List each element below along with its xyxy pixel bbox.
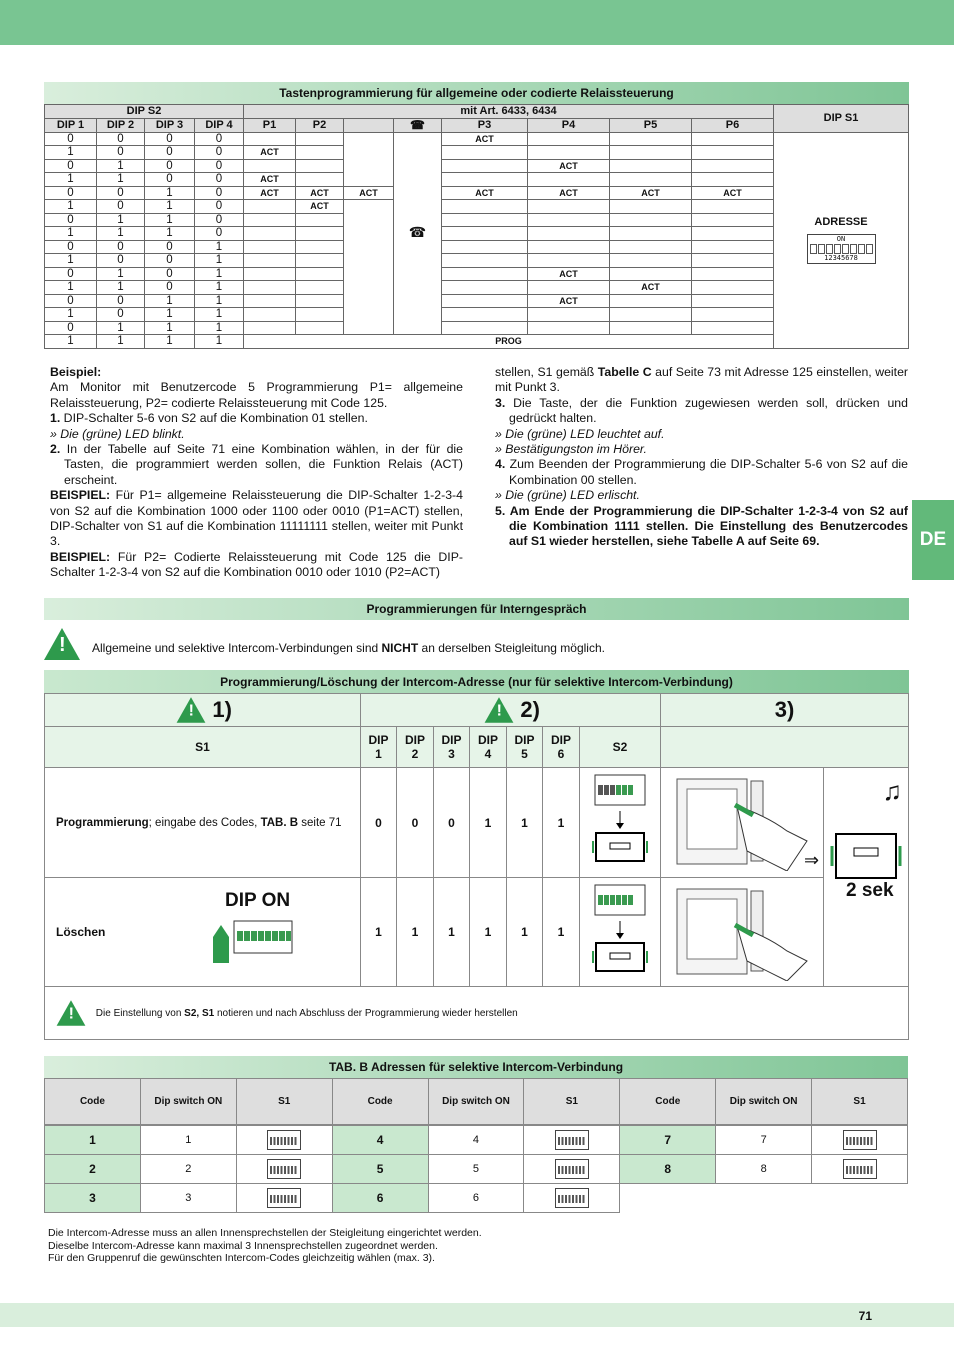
dip-s1-head: DIP S1	[774, 105, 909, 133]
empty-cell	[244, 308, 296, 322]
dip-value: 0	[45, 132, 97, 146]
dip-on-label: DIP ON	[225, 890, 291, 911]
page-number: 71	[858, 1309, 872, 1323]
act-cell: ACT	[442, 132, 528, 146]
step1-cell: ! 1)	[45, 694, 361, 727]
bottom-bar	[0, 1303, 954, 1327]
dip-value: 1	[195, 267, 244, 281]
dip-value: 1	[195, 281, 244, 295]
dip-value: 0	[195, 213, 244, 227]
dip-value: 0	[45, 240, 97, 254]
empty-cell	[692, 240, 774, 254]
col-head: DIP 2	[97, 118, 145, 132]
dip-value: 0	[145, 254, 195, 268]
dip-value: 0	[195, 200, 244, 214]
dip-value: 0	[195, 173, 244, 187]
s2-led-diagram	[580, 768, 661, 878]
press-button-illustration	[661, 878, 824, 987]
dip-value: 1	[45, 308, 97, 322]
prog-val: 1	[470, 768, 507, 878]
dip-value: 1	[45, 200, 97, 214]
prog-label: Programmierung; eingabe des Codes, TAB. B seite 71	[45, 768, 361, 878]
empty-cell	[692, 227, 774, 241]
dip-value: 1	[97, 335, 145, 349]
empty-cell	[610, 294, 692, 308]
dip2-head: DIP 2	[397, 727, 434, 768]
dip-value: 1	[97, 173, 145, 187]
empty-cell	[528, 227, 610, 241]
dip-value: 0	[145, 146, 195, 160]
empty-cell	[296, 227, 344, 241]
dip-cell: 3	[140, 1184, 236, 1213]
s1-head: S1	[45, 727, 361, 768]
empty-cell	[244, 227, 296, 241]
empty-cell	[620, 1184, 908, 1213]
dip-value: 1	[145, 227, 195, 241]
empty-cell	[610, 267, 692, 281]
col-head	[344, 118, 394, 132]
empty-cell	[528, 200, 610, 214]
act-cell: ACT	[528, 294, 610, 308]
handset-icon: ☎	[410, 117, 425, 132]
empty-cell	[296, 213, 344, 227]
act-cell: ACT	[528, 186, 610, 200]
table2-title: Programmierung/Löschung der Intercom-Adresse (nur für selektive Intercom-Verbindung)	[44, 670, 909, 693]
top-bar	[0, 0, 954, 45]
col-head: S1	[236, 1079, 332, 1125]
act-cell: ACT	[296, 186, 344, 200]
code-cell: 3	[45, 1184, 141, 1213]
dip-cell: 7	[716, 1126, 812, 1155]
empty-cell	[692, 159, 774, 173]
dip-value: 0	[145, 173, 195, 187]
step3-cell: 3)	[661, 694, 909, 727]
language-tab: DE	[912, 500, 954, 580]
empty-cell	[296, 254, 344, 268]
empty-cell	[296, 267, 344, 281]
dip-switch-icon	[807, 234, 876, 264]
empty-cell	[442, 213, 528, 227]
empty-cell	[528, 146, 610, 160]
warning-icon: !	[44, 628, 80, 665]
dip-value: 0	[145, 240, 195, 254]
s1-cell	[812, 1126, 908, 1155]
empty-cell	[610, 200, 692, 214]
prog-val: 0	[361, 768, 397, 878]
dip-value: 1	[45, 281, 97, 295]
dip6-head: DIP 6	[543, 727, 580, 768]
empty-cell	[528, 321, 610, 335]
col-head: Code	[332, 1079, 428, 1125]
dip1-head: DIP 1	[361, 727, 397, 768]
empty-cell	[442, 294, 528, 308]
empty-cell	[610, 321, 692, 335]
empty-cell	[442, 254, 528, 268]
dip-value: 1	[45, 146, 97, 160]
dip-value: 0	[45, 186, 97, 200]
hand-press-icon	[667, 771, 820, 871]
dip-value: 0	[97, 308, 145, 322]
empty-cell	[610, 240, 692, 254]
dip-value: 1	[145, 321, 195, 335]
empty-cell	[692, 294, 774, 308]
led-icon	[828, 828, 904, 888]
empty-cell	[442, 281, 528, 295]
empty-cell	[528, 254, 610, 268]
dip4-head: DIP 4	[470, 727, 507, 768]
s2-head: S2	[580, 727, 661, 768]
empty-cell	[244, 213, 296, 227]
dip-switch-icon	[555, 1159, 589, 1179]
empty-cell	[442, 308, 528, 322]
dip-value: 0	[145, 281, 195, 295]
dip-cell: 4	[428, 1126, 524, 1155]
dip-value: 0	[195, 132, 244, 146]
dip-value: 1	[97, 321, 145, 335]
empty-cell	[692, 321, 774, 335]
table1-title: Tastenprogrammierung für allgemeine oder codierte Relaissteuerung	[44, 82, 909, 104]
dip-value: 0	[195, 159, 244, 173]
dip-switch-icon	[843, 1159, 877, 1179]
s1-cell	[812, 1155, 908, 1184]
dip-value: 0	[45, 213, 97, 227]
code-cell: 8	[620, 1155, 716, 1184]
dip-value: 0	[97, 294, 145, 308]
empty-cell	[442, 200, 528, 214]
table2-footer: ! Die Einstellung von S2, S1 notieren und nach Abschluss der Programmierung wieder herstellen	[45, 987, 909, 1040]
empty-cell	[344, 132, 394, 186]
del-val: 1	[434, 878, 470, 987]
empty-cell	[296, 308, 344, 322]
empty-cell	[442, 146, 528, 160]
empty-cell	[244, 294, 296, 308]
empty-cell	[296, 281, 344, 295]
empty-cell	[692, 308, 774, 322]
dip-value: 1	[97, 159, 145, 173]
address-table	[44, 1078, 908, 1213]
warning-icon: !	[57, 1000, 86, 1026]
empty-cell	[692, 200, 774, 214]
dip-switch-icon	[555, 1130, 589, 1150]
hand-press-icon	[667, 881, 817, 981]
dip-value: 1	[97, 267, 145, 281]
col-head: Dip switch ON	[716, 1079, 812, 1125]
col-head: Code	[45, 1079, 141, 1125]
act-cell: ACT	[692, 186, 774, 200]
dip-value: 0	[195, 227, 244, 241]
empty-cell	[692, 132, 774, 146]
dip-switch-icon	[555, 1188, 589, 1208]
col-head: S1	[524, 1079, 620, 1125]
press-button-illustration	[661, 768, 824, 878]
col-head: Code	[620, 1079, 716, 1125]
empty-cell	[442, 159, 528, 173]
led-2sek-diagram	[804, 768, 909, 987]
dip-value: 0	[45, 321, 97, 335]
dip-value: 1	[195, 335, 244, 349]
art-head: mit Art. 6433, 6434	[244, 105, 774, 119]
dip-value: 1	[145, 213, 195, 227]
dip-value: 1	[195, 240, 244, 254]
s1-cell	[524, 1155, 620, 1184]
dip-cell: 8	[716, 1155, 812, 1184]
empty-cell	[692, 267, 774, 281]
duration-label: 2 sek	[846, 880, 894, 901]
dip-switch-icon	[843, 1130, 877, 1150]
example-right: stellen, S1 gemäß Tabelle C auf Seite 73 mit Adresse 125 einstellen, weiter mit Punkt 3. 3. Die Taste, der die Funktion zugewiesen werden soll, drücken und gedrückt halten. » Die (grüne) LED leuchtet auf. » Bestätigungston im Hörer. 4. Zum Beenden der Programmierung die DIP-Schalter 5-6 von S2 auf die Kombination 00 stellen. » Die (grüne) LED erlischt. 5. Am Ende der Programmierung die DIP-Schalter 1-2-3-4 von S2 auf die Kombination 1111 stellen. Die Einstellung des Benutzercodes auf S1 wieder herstellen, siehe Tabelle A auf Seite 69.	[495, 365, 909, 549]
col-head: Dip switch ON	[140, 1079, 236, 1125]
empty-cell	[610, 146, 692, 160]
dip-value: 0	[97, 146, 145, 160]
s1-cell	[236, 1155, 332, 1184]
dip-table	[44, 104, 909, 349]
code-cell: 2	[45, 1155, 141, 1184]
dip-value: 1	[145, 186, 195, 200]
empty-cell	[344, 200, 394, 335]
dip-value: 0	[145, 132, 195, 146]
empty-cell	[610, 132, 692, 146]
col-head: P5	[610, 118, 692, 132]
empty-cell	[296, 321, 344, 335]
dip-value: 0	[195, 146, 244, 160]
col-head: P1	[244, 118, 296, 132]
empty-cell	[610, 227, 692, 241]
intercom-program-table	[44, 693, 909, 1040]
dip-value: 1	[45, 227, 97, 241]
dip-switch-icon	[267, 1159, 301, 1179]
empty-cell	[442, 240, 528, 254]
dip-value: 1	[195, 294, 244, 308]
col-head: P6	[692, 118, 774, 132]
prog-val: 0	[434, 768, 470, 878]
del-val: 1	[397, 878, 434, 987]
dip-value: 0	[97, 200, 145, 214]
act-cell: ACT	[296, 200, 344, 214]
dip5-head: DIP 5	[507, 727, 543, 768]
dip-numbers: 12345678	[824, 254, 858, 262]
dip-value: 0	[97, 132, 145, 146]
act-cell: ACT	[610, 281, 692, 295]
col-head: DIP 4	[195, 118, 244, 132]
handset-cell	[394, 132, 442, 335]
del-val: 1	[361, 878, 397, 987]
empty-cell	[692, 146, 774, 160]
dip-value: 1	[145, 200, 195, 214]
empty-cell	[692, 213, 774, 227]
notes	[48, 1227, 482, 1265]
step2-cell: ! 2)	[361, 694, 661, 727]
dip-value: 1	[145, 294, 195, 308]
empty-cell	[244, 159, 296, 173]
empty-cell	[442, 267, 528, 281]
dip-on-text: ON	[836, 235, 846, 243]
empty-cell	[442, 321, 528, 335]
empty-cell	[296, 132, 344, 146]
dip-value: 0	[97, 186, 145, 200]
col-head: DIP 3	[145, 118, 195, 132]
act-cell: ACT	[528, 159, 610, 173]
act-cell: ACT	[244, 186, 296, 200]
note-line: Für den Gruppenruf die gewünschten Intercom-Codes gleichzeitig wählen (max. 3).	[48, 1252, 435, 1264]
code-cell: 6	[332, 1184, 428, 1213]
s1-cell	[524, 1126, 620, 1155]
intern-title: Programmierungen für Interngespräch	[44, 598, 909, 620]
dip-cell: 2	[140, 1155, 236, 1184]
empty-cell	[610, 173, 692, 187]
dip-value: 1	[45, 173, 97, 187]
col-head: P3	[442, 118, 528, 132]
col-head: P2	[296, 118, 344, 132]
address-cell	[774, 132, 909, 348]
dip3-head: DIP 3	[434, 727, 470, 768]
empty-cell	[442, 227, 528, 241]
empty-cell	[442, 173, 528, 187]
dip-value: 1	[97, 281, 145, 295]
prog-cell: PROG	[244, 335, 774, 349]
dip-value: 0	[97, 240, 145, 254]
s1-cell	[236, 1126, 332, 1155]
code-cell: 7	[620, 1126, 716, 1155]
delete-cell	[45, 878, 361, 987]
code-cell: 1	[45, 1126, 141, 1155]
dip-all-on-icon	[233, 920, 293, 954]
dip-cell: 6	[428, 1184, 524, 1213]
empty-cell	[610, 159, 692, 173]
empty-cell	[296, 173, 344, 187]
dip-value: 1	[195, 254, 244, 268]
empty-cell	[244, 281, 296, 295]
dip-value: 1	[45, 335, 97, 349]
handset-icon: ☎	[408, 224, 427, 241]
dip-led-icon	[590, 881, 650, 981]
empty-cell	[528, 213, 610, 227]
dip-value: 1	[97, 213, 145, 227]
code-cell: 4	[332, 1126, 428, 1155]
s2-led-diagram	[580, 878, 661, 987]
col-head: Dip switch ON	[428, 1079, 524, 1125]
act-cell: ACT	[442, 186, 528, 200]
empty-cell	[244, 132, 296, 146]
empty-cell	[244, 200, 296, 214]
s1-cell	[236, 1184, 332, 1213]
dip-switch-icon	[267, 1130, 301, 1150]
del-val: 1	[470, 878, 507, 987]
dip-s2-head: DIP S2	[45, 105, 244, 119]
act-cell: ACT	[610, 186, 692, 200]
dip-value: 0	[45, 294, 97, 308]
code-cell: 5	[332, 1155, 428, 1184]
del-val: 1	[507, 878, 543, 987]
empty-cell	[528, 308, 610, 322]
empty-cell	[692, 281, 774, 295]
empty-cell	[296, 240, 344, 254]
dip-value: 1	[97, 227, 145, 241]
dip-value: 0	[195, 186, 244, 200]
s1-cell	[524, 1184, 620, 1213]
table-row	[45, 1126, 908, 1155]
prog-val: 1	[543, 768, 580, 878]
empty-cell	[296, 146, 344, 160]
dip-value: 0	[45, 267, 97, 281]
act-cell: ACT	[244, 146, 296, 160]
dip-value: 1	[195, 321, 244, 335]
dip-cell: 5	[428, 1155, 524, 1184]
note-line: Dieselbe Intercom-Adresse kann maximal 3 Innensprechstellen zugeordnet werden.	[48, 1239, 438, 1252]
table-row	[45, 1155, 908, 1184]
dip-switch-icon	[267, 1188, 301, 1208]
note-line: Die Intercom-Adresse muss an allen Innensprechstellen der Steigleitung eingerichtet werden.	[48, 1227, 482, 1239]
empty-cell	[244, 240, 296, 254]
dip-value: 1	[45, 254, 97, 268]
dip-value: 1	[145, 308, 195, 322]
arrow-icon: ⇒	[804, 850, 820, 870]
empty-cell	[692, 254, 774, 268]
empty-cell	[296, 159, 344, 173]
empty-cell	[610, 254, 692, 268]
empty-cell	[692, 173, 774, 187]
act-cell: ACT	[344, 186, 394, 200]
prog-val: 0	[397, 768, 434, 878]
example-left: Beispiel: Am Monitor mit Benutzercode 5 Programmierung P1= allgemeine Relaissteuerung, P2= codierte Relaissteuerung mit Code 125. 1. DIP-Schalter 5-6 von S2 auf die Kombination 01 stellen. » Die (grüne) LED blinkt. 2. In der Tabelle auf Seite 71 eine Kombination wählen, in der für die Tasten, die programmiert werden sollen, die Funktion Relais (ACT) erscheint. BEISPIEL: Für P1= allgemeine Relaissteuerung die DIP-Schalter 1-2-3-4 von S2 auf die Kombination 1000 oder 1100 oder 0010 (P1=ACT) stellen, DIP-Schalter von S1 auf die Kombination 11111111 stellen, weiter mit Punkt 3. BEISPIEL: Für P2= Codierte Relaissteuerung mit Code 125 die DIP-Schalter 1-2-3-4 von S2 auf die Kombination 0010 oder 1010 (P2=ACT)	[50, 365, 463, 580]
empty-cell	[296, 294, 344, 308]
empty-cell	[528, 240, 610, 254]
adresse-label: ADRESSE	[814, 216, 868, 228]
arrow-up-icon	[209, 923, 233, 965]
dip-cell: 1	[140, 1126, 236, 1155]
dip-value: 0	[45, 159, 97, 173]
dip-led-icon	[590, 771, 650, 871]
dip-value: 1	[145, 335, 195, 349]
delete-label: Löschen	[56, 925, 106, 939]
col-head: DIP 1	[45, 118, 97, 132]
col-head	[394, 118, 442, 132]
empty-cell	[244, 267, 296, 281]
col-head: P4	[528, 118, 610, 132]
del-val: 1	[543, 878, 580, 987]
table-row	[45, 132, 909, 146]
act-cell: ACT	[244, 173, 296, 187]
dip-value: 1	[195, 308, 244, 322]
dip-value: 0	[145, 159, 195, 173]
dip-value: 0	[145, 267, 195, 281]
dip-value: 0	[97, 254, 145, 268]
music-note-icon: ♫	[882, 776, 902, 806]
empty-cell	[528, 173, 610, 187]
table3-title: TAB. B Adressen für selektive Intercom-Verbindung	[44, 1056, 908, 1078]
act-cell: ACT	[528, 267, 610, 281]
empty-cell	[610, 213, 692, 227]
empty-cell	[244, 321, 296, 335]
empty-cell	[528, 132, 610, 146]
empty-cell	[528, 281, 610, 295]
empty-cell	[244, 254, 296, 268]
col-head: S1	[812, 1079, 908, 1125]
prog-val: 1	[507, 768, 543, 878]
step3-head	[661, 727, 909, 768]
empty-cell	[610, 308, 692, 322]
intern-warning: Allgemeine und selektive Intercom-Verbindungen sind NICHT an derselben Steigleitung möglich.	[92, 641, 605, 655]
table-row	[45, 1184, 908, 1213]
